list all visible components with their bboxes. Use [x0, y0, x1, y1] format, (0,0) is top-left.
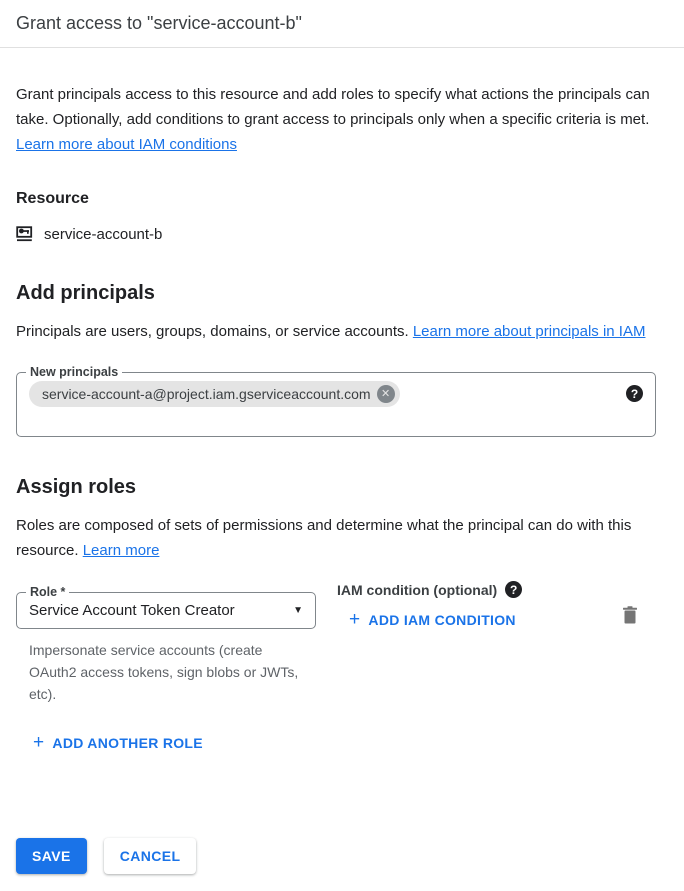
plus-icon: + — [33, 732, 45, 753]
add-another-role-button[interactable] — [33, 733, 203, 752]
assign-roles-description — [16, 513, 661, 563]
delete-role-button[interactable] — [621, 605, 639, 628]
iam-conditions-link[interactable]: Learn more about IAM conditions — [16, 136, 237, 153]
dialog-body — [0, 82, 684, 753]
principals-learn-more-link[interactable]: Learn more about principals in IAM — [412, 323, 646, 340]
role-selected-value: Service Account Token Creator — [29, 602, 235, 619]
add-principals-description — [16, 319, 661, 344]
chip-close-icon[interactable]: ✕ — [377, 385, 395, 403]
role-helper-text: Impersonate service accounts (create OAuth2 access tokens, sign blobs or JWTs, etc). — [29, 642, 299, 702]
intro-paragraph — [16, 82, 666, 157]
trash-icon — [621, 613, 639, 628]
plus-icon: + — [349, 609, 361, 630]
service-account-icon — [16, 225, 35, 243]
roles-learn-more-link[interactable]: Learn more — [82, 542, 160, 559]
resource-name: service-account-b — [44, 225, 163, 243]
iam-condition-column — [337, 581, 522, 630]
title-divider — [0, 47, 684, 48]
principals-help-icon[interactable]: ? — [626, 385, 643, 402]
add-principals-text: Principals are users, groups, domains, or service accounts. — [16, 323, 413, 340]
add-another-role-label: ADD ANOTHER ROLE — [52, 734, 203, 751]
intro-text: Grant principals access to this resource and add roles to specify what actions the principals can take. Optionally, add conditions to grant access to principals only when a specific criteria is met. — [16, 86, 650, 128]
add-principals-heading: Add principals — [16, 282, 155, 304]
new-principals-field[interactable] — [16, 365, 656, 437]
resource-item — [16, 225, 668, 243]
chevron-down-icon: ▼ — [293, 605, 303, 616]
dialog-title: Grant access to "service-account-b" — [16, 13, 302, 33]
assign-roles-text: Roles are composed of sets of permissions and determine what the principal can do with this resource. — [16, 517, 632, 559]
iam-condition-label: IAM condition (optional) — [337, 581, 498, 598]
cancel-button[interactable]: CANCEL — [104, 838, 197, 874]
save-button[interactable]: SAVE — [16, 838, 87, 874]
principal-chip — [29, 381, 400, 407]
role-label: Role * — [26, 584, 69, 600]
new-principals-label: New principals — [26, 364, 122, 380]
dialog-actions — [16, 838, 196, 874]
role-select[interactable] — [16, 585, 316, 629]
add-iam-condition-button[interactable] — [349, 610, 516, 629]
role-row — [16, 581, 668, 705]
resource-heading: Resource — [16, 190, 89, 207]
principal-chip-value: service-account-a@project.iam.gserviceaccount.com — [42, 386, 371, 402]
add-iam-condition-label: ADD IAM CONDITION — [368, 611, 516, 628]
iam-condition-help-icon[interactable]: ? — [505, 581, 522, 598]
assign-roles-heading: Assign roles — [16, 476, 137, 498]
